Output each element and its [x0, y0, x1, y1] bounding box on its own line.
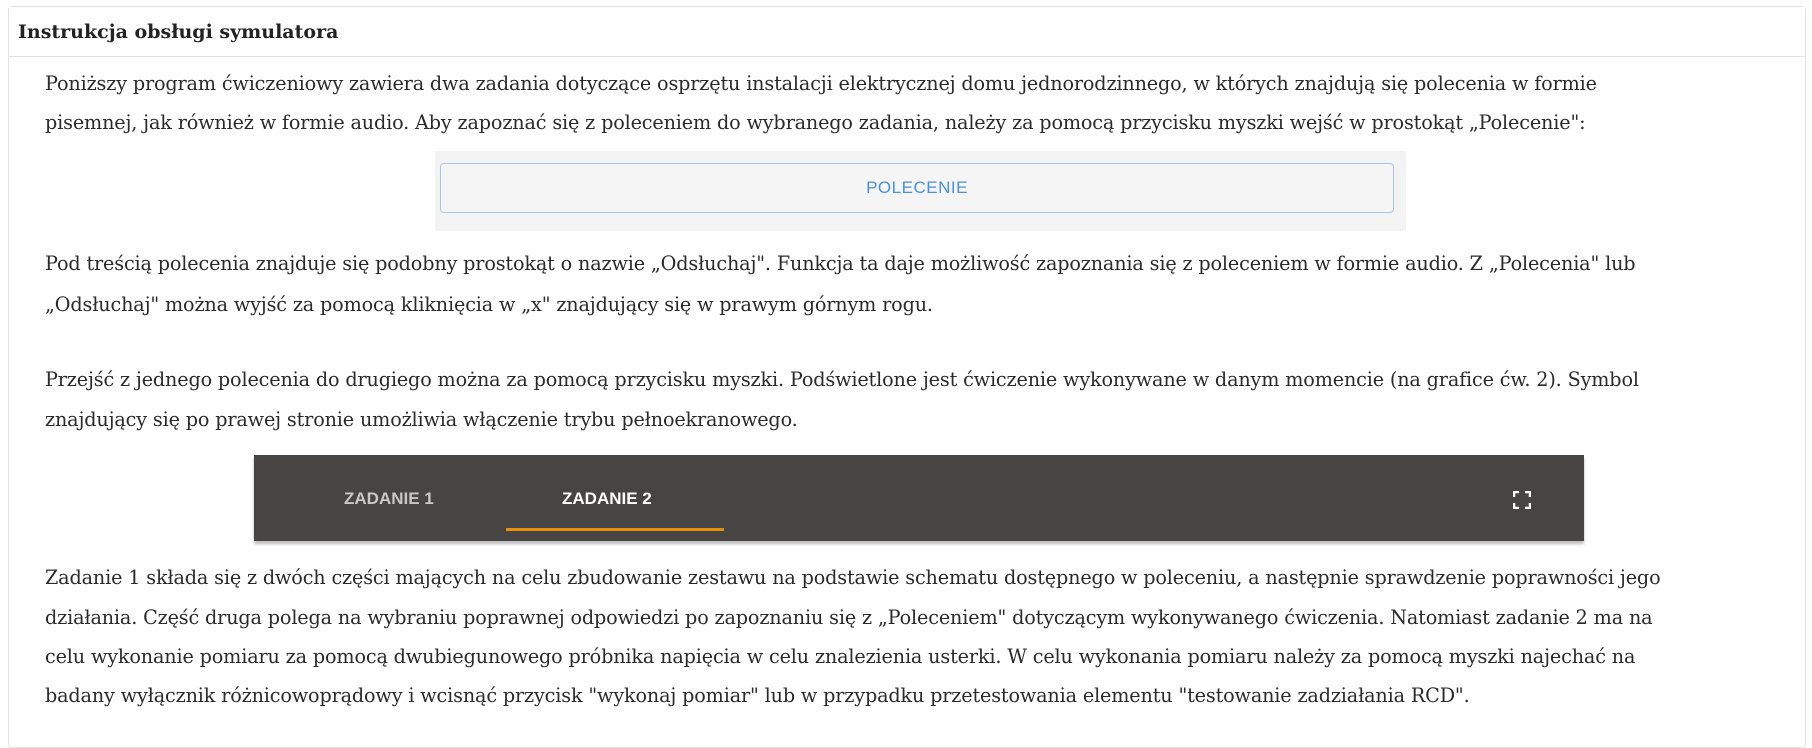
- polecenie-button[interactable]: POLECENIE: [440, 163, 1394, 213]
- paragraph-line: działania. Część druga polega na wybraniu poprawnej odpowiedzi po zapoznaniu się z „Poleceniem" dotyczącym wykonywanego ćwiczenia. Natomiast zadanie 2 ma na: [45, 606, 1653, 629]
- paragraph-line: Zadanie 1 składa się z dwóch części mających na celu zbudowanie zestawu na podstawie schematu dostępnego w poleceniu, a następnie sprawdzenie poprawności jego: [45, 566, 1661, 589]
- tab-zadanie-2[interactable]: ZADANIE 2: [562, 489, 652, 508]
- paragraph-line: celu wykonanie pomiaru za pomocą dwubiegunowego próbnika napięcia w celu znalezienia usterki. W celu wykonania pomiaru należy za pomocą myszki najechać na: [45, 645, 1636, 668]
- paragraph-line: pisemnej, jak również w formie audio. Aby zapoznać się z poleceniem do wybranego zadania, należy za pomocą przycisku myszki wejść w prostokąt „Polecenie":: [45, 111, 1586, 134]
- command-example: [435, 151, 1406, 231]
- paragraph-line: „Odsłuchaj" można wyjść za pomocą kliknięcia w „x" znajdujący się w prawym górnym rogu.: [45, 293, 933, 316]
- card-title: Instrukcja obsługi symulatora: [9, 7, 1805, 57]
- paragraph-line: Pod treścią polecenia znajduje się podobny prostokąt o nazwie „Odsłuchaj". Funkcja ta daje możliwość zapoznania się z poleceniem w formie audio. Z „Polecenia" lub: [45, 252, 1636, 275]
- paragraph-line: Przejść z jednego polecenia do drugiego można za pomocą przycisku myszki. Podświetlone jest ćwiczenie wykonywane w danym momencie (na grafice ćw. 2). Symbol: [45, 368, 1639, 391]
- tab-zadanie-1[interactable]: ZADANIE 1: [344, 489, 434, 508]
- paragraph-line: badany wyłącznik różnicowoprądowy i wcisnąć przycisk "wykonaj pomiar" lub w przypadku przetestowania elementu "testowanie zadziałania RCD".: [45, 684, 1470, 707]
- paragraph-line: Poniższy program ćwiczeniowy zawiera dwa zadania dotyczące osprzętu instalacji elektrycznej domu jednorodzinnego, w których znajdują się polecenia w formie: [45, 72, 1597, 95]
- task-tab-bar: [254, 455, 1584, 541]
- fullscreen-icon[interactable]: [1513, 491, 1531, 509]
- active-tab-indicator: [506, 528, 724, 531]
- paragraph-line: znajdujący się po prawej stronie umożliwia włączenie trybu pełnoekranowego.: [45, 408, 798, 431]
